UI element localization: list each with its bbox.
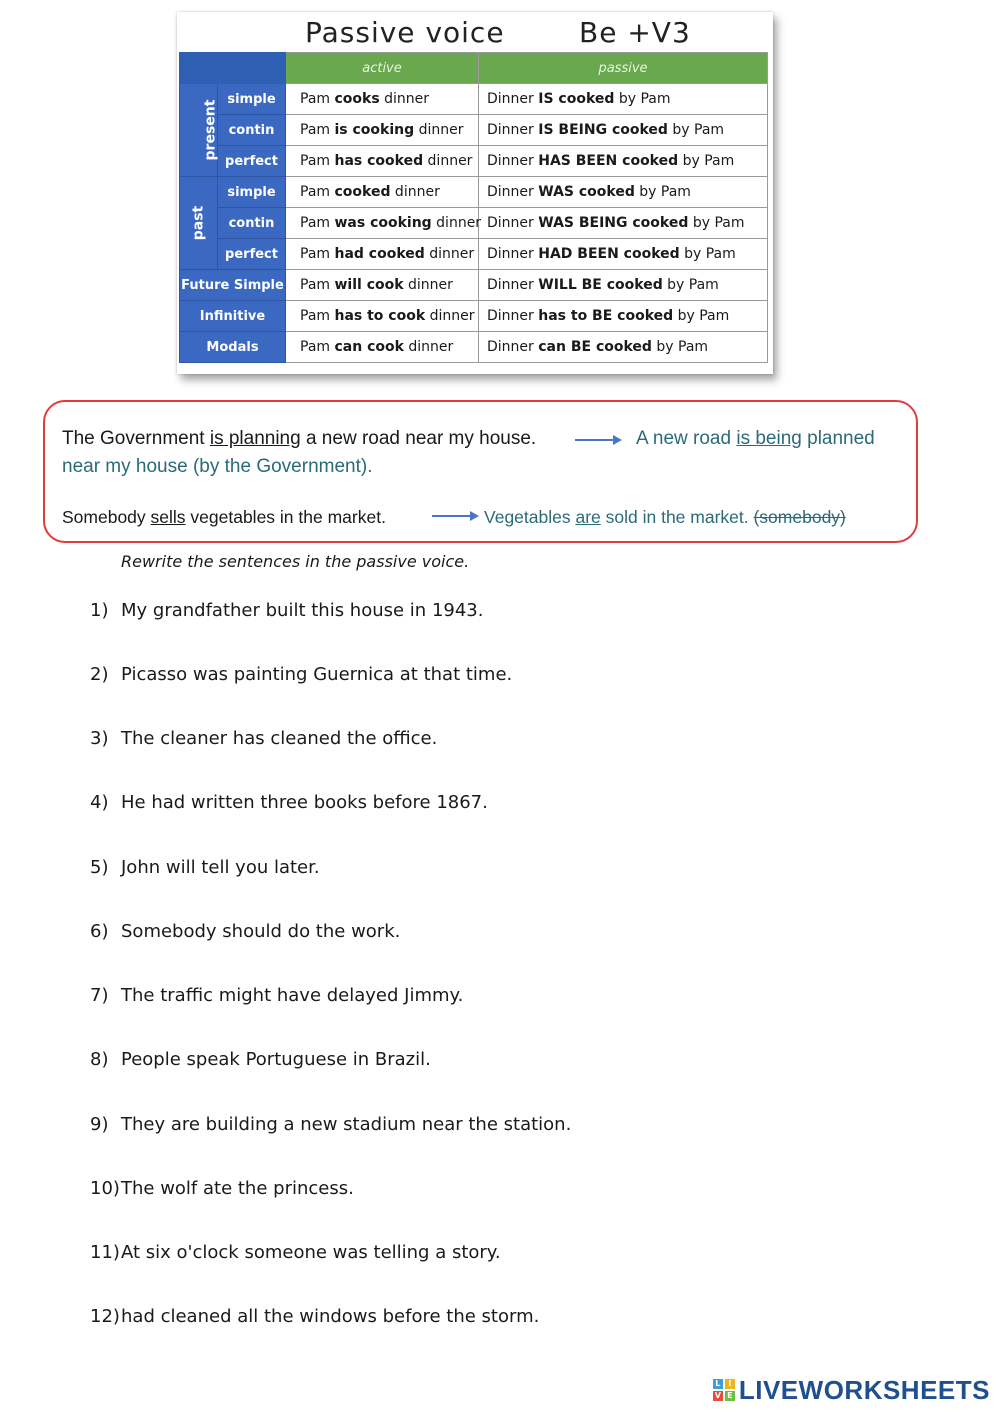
tense-label: perfect (218, 146, 286, 177)
active-example: Pam had cooked dinner (286, 239, 479, 270)
question-item: 8) People speak Portuguese in Brazil. (90, 1049, 431, 1070)
group-present: present (180, 84, 218, 177)
tense-label: contin (218, 115, 286, 146)
question-item: 10)The wolf ate the princess. (90, 1178, 354, 1199)
passive-example: Dinner IS cooked by Pam (479, 84, 768, 115)
tense-label: simple (218, 177, 286, 208)
question-item: 4) He had written three books before 1867. (90, 792, 488, 813)
question-item: 5) John will tell you later. (90, 857, 320, 878)
instruction: Rewrite the sentences in the passive voice. (121, 552, 470, 571)
struck-agent: (somebody) (753, 507, 846, 527)
table-row (180, 115, 768, 146)
question-item: 1) My grandfather built this house in 1943. (90, 600, 484, 621)
passive-example: Dinner can BE cooked by Pam (479, 332, 768, 363)
table-row (180, 208, 768, 239)
question-item: 2) Picasso was painting Guernica at that time. (90, 664, 513, 685)
passive-example: Dinner WAS cooked by Pam (479, 177, 768, 208)
logo-tiles-icon: L I V E (713, 1379, 735, 1401)
active-example: Pam will cook dinner (286, 270, 479, 301)
active-example: Pam is cooking dinner (286, 115, 479, 146)
example-1-passive-cont: near my house (by the Government). (62, 456, 373, 477)
question-item: 9) They are building a new stadium near the station. (90, 1114, 572, 1135)
tense-label: contin (218, 208, 286, 239)
tense-label: Infinitive (180, 301, 286, 332)
tense-label: Future Simple (180, 270, 286, 301)
question-item: 6) Somebody should do the work. (90, 921, 401, 942)
passive-example: Dinner WAS BEING cooked by Pam (479, 208, 768, 239)
group-past: past (180, 177, 218, 270)
table-row (180, 239, 768, 270)
table-row (180, 177, 768, 208)
table-title (177, 12, 773, 52)
passive-example: Dinner WILL BE cooked by Pam (479, 270, 768, 301)
table-title-right: Be +V3 (579, 16, 691, 49)
passive-example: Dinner IS BEING cooked by Pam (479, 115, 768, 146)
active-example: Pam cooked dinner (286, 177, 479, 208)
question-item: 7) The traffic might have delayed Jimmy. (90, 985, 464, 1006)
table-row (180, 84, 768, 115)
active-example: Pam has to cook dinner (286, 301, 479, 332)
active-example: Pam has cooked dinner (286, 146, 479, 177)
table-row (180, 332, 768, 363)
tense-label: Modals (180, 332, 286, 363)
passive-example: Dinner HAS BEEN cooked by Pam (479, 146, 768, 177)
table-title-left: Passive voice (305, 16, 505, 49)
passive-example: Dinner has to BE cooked by Pam (479, 301, 768, 332)
table-row (180, 146, 768, 177)
table-row (180, 270, 768, 301)
table-row (180, 301, 768, 332)
arrow-right-icon (575, 433, 623, 447)
passive-example: Dinner HAD BEEN cooked by Pam (479, 239, 768, 270)
column-header-active: active (286, 53, 479, 84)
liveworksheets-logo (713, 1375, 990, 1405)
example-1-active: The Government is planning a new road near my house. (62, 428, 537, 449)
logo-text: LIVEWORKSHEETS (738, 1374, 990, 1405)
grammar-table (179, 52, 768, 363)
example-1-passive: A new road is being planned (636, 428, 875, 449)
active-example: Pam can cook dinner (286, 332, 479, 363)
question-item: 12)had cleaned all the windows before the storm. (90, 1306, 540, 1327)
active-example: Pam cooks dinner (286, 84, 479, 115)
example-2-passive: Vegetables are sold in the market. (somebody) (484, 507, 846, 527)
passive-voice-table (177, 12, 773, 374)
tense-label: perfect (218, 239, 286, 270)
column-header-passive: passive (479, 53, 768, 84)
tense-label: simple (218, 84, 286, 115)
question-item: 11)At six o'clock someone was telling a story. (90, 1242, 501, 1263)
example-2-active: Somebody sells vegetables in the market. (62, 507, 386, 527)
example-box (43, 400, 918, 543)
question-item: 3) The cleaner has cleaned the office. (90, 728, 438, 749)
active-example: Pam was cooking dinner (286, 208, 479, 239)
header-blank (180, 53, 286, 84)
arrow-right-icon (432, 509, 480, 523)
